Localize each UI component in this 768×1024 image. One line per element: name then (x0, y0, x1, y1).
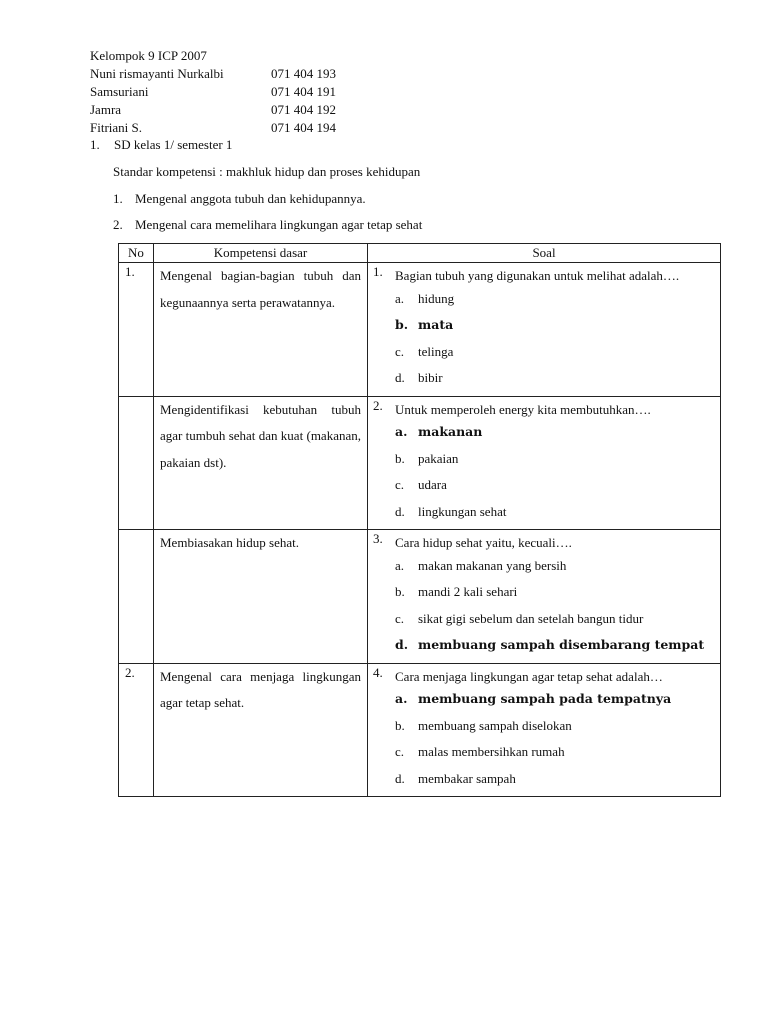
kompetensi-dasar: Mengenal bagian-bagian tubuh dan kegunaannya serta perawatannya. (154, 263, 368, 397)
answer-option (373, 770, 714, 797)
soal-cell (368, 663, 721, 797)
answer-option (373, 583, 714, 610)
option-text: sikat gigi sebelum dan setelah bangun tidur (418, 610, 644, 626)
option-letter: a. (395, 424, 408, 439)
standar-text: Standar kompetensi : makhluk hidup dan proses kehidupan (113, 164, 421, 179)
kompetensi-dasar: Mengenal cara menjaga lingkungan agar tetap sehat. (154, 663, 368, 797)
option-letter: d. (395, 370, 405, 385)
point-item (113, 190, 366, 208)
member-row (90, 65, 336, 83)
option-text: membuang sampah pada tempatnya (418, 691, 672, 706)
answer-option (373, 476, 714, 503)
question-text: Cara menjaga lingkungan agar tetap sehat adalah… (395, 668, 663, 684)
option-text: membakar sampah (418, 770, 516, 786)
section-number: 1. (90, 137, 100, 152)
answer-option-correct (373, 316, 714, 343)
option-text: membuang sampah disembarang tempat (418, 637, 705, 652)
answer-option (373, 503, 714, 530)
option-letter: d. (395, 503, 405, 519)
option-text: makanan (418, 424, 483, 439)
option-letter: a. (395, 557, 405, 573)
row-number (119, 530, 154, 664)
option-letter: c. (395, 343, 405, 359)
answer-option (373, 717, 714, 744)
question-table (118, 243, 721, 797)
option-text: malas membersihkan rumah (418, 744, 565, 759)
option-text: membuang sampah diselokan (418, 717, 572, 733)
point-text: Mengenal cara memelihara lingkungan agar tetap sehat (135, 217, 423, 232)
option-letter: b. (395, 450, 405, 466)
table-row (119, 263, 721, 397)
option-letter: b. (395, 584, 405, 599)
member-row (90, 119, 336, 137)
point-number: 2. (113, 217, 123, 232)
table-row (119, 663, 721, 797)
table-header-row (119, 244, 721, 263)
member-row (90, 101, 336, 119)
table-row (119, 396, 721, 530)
question (373, 664, 714, 691)
section-heading (90, 136, 232, 154)
option-text: bibir (418, 370, 443, 385)
option-text: telinga (418, 343, 454, 359)
point-number: 1. (113, 191, 123, 206)
standar-kompetensi (113, 163, 420, 181)
question-number: 2. (373, 397, 383, 413)
question-text: Bagian tubuh yang digunakan untuk melihat adalah…. (395, 268, 680, 283)
option-text: pakaian (418, 450, 459, 466)
answer-option (373, 290, 714, 317)
option-text: mandi 2 kali sehari (418, 584, 518, 599)
answer-option (373, 343, 714, 370)
option-letter: a. (395, 290, 405, 306)
row-number: 1. (119, 263, 154, 397)
option-text: udara (418, 477, 447, 492)
point-item (113, 216, 422, 234)
option-letter: d. (395, 637, 409, 652)
question-number: 3. (373, 531, 383, 546)
answer-option (373, 557, 714, 584)
answer-option-correct (373, 423, 714, 450)
question-text: Untuk memperoleh energy kita membutuhkan…. (395, 401, 651, 417)
answer-option (373, 450, 714, 477)
question-number: 4. (373, 664, 383, 680)
member-nim: 071 404 194 (271, 120, 336, 135)
member-name: Samsuriani (90, 84, 149, 99)
question (373, 530, 714, 557)
member-name: Nuni rismayanti Nurkalbi (90, 66, 224, 81)
option-letter: d. (395, 770, 405, 786)
row-number (119, 396, 154, 530)
member-nim: 071 404 193 (271, 66, 336, 81)
header-soal: Soal (368, 244, 721, 263)
option-letter: c. (395, 610, 405, 626)
option-text: hidung (418, 290, 455, 306)
answer-option (373, 369, 714, 396)
option-letter: c. (395, 477, 405, 492)
soal-cell (368, 396, 721, 530)
option-letter: a. (395, 691, 408, 706)
question-number: 1. (373, 264, 383, 279)
header-kompetensi: Kompetensi dasar (154, 244, 368, 263)
option-letter: c. (395, 744, 405, 759)
member-name: Jamra (90, 102, 122, 117)
answer-option (373, 743, 714, 770)
option-letter: b. (395, 317, 409, 332)
kompetensi-dasar: Membiasakan hidup sehat. (154, 530, 368, 664)
row-number: 2. (119, 663, 154, 797)
question-text: Cara hidup sehat yaitu, kecuali…. (395, 535, 572, 550)
group-title: Kelompok 9 ICP 2007 (90, 48, 207, 63)
option-text: lingkungan sehat (418, 503, 507, 519)
member-row (90, 83, 336, 101)
member-nim: 071 404 192 (271, 102, 336, 117)
answer-option-correct (373, 690, 714, 717)
kompetensi-dasar: Mengidentifikasi kebutuhan tubuh agar tumbuh sehat dan kuat (makanan, pakaian dst). (154, 396, 368, 530)
header-no: No (119, 244, 154, 263)
table-row (119, 530, 721, 664)
soal-cell (368, 530, 721, 664)
member-name: Fitriani S. (90, 120, 143, 135)
option-text: makan makanan yang bersih (418, 557, 567, 573)
point-text: Mengenal anggota tubuh dan kehidupannya. (135, 191, 366, 206)
group-header (90, 47, 336, 137)
soal-cell (368, 263, 721, 397)
option-text: mata (418, 317, 454, 332)
answer-option-correct (373, 636, 714, 663)
member-nim: 071 404 191 (271, 84, 336, 99)
section-title: SD kelas 1/ semester 1 (114, 137, 233, 152)
question (373, 397, 714, 424)
answer-option (373, 610, 714, 637)
question (373, 263, 714, 290)
option-letter: b. (395, 717, 405, 733)
